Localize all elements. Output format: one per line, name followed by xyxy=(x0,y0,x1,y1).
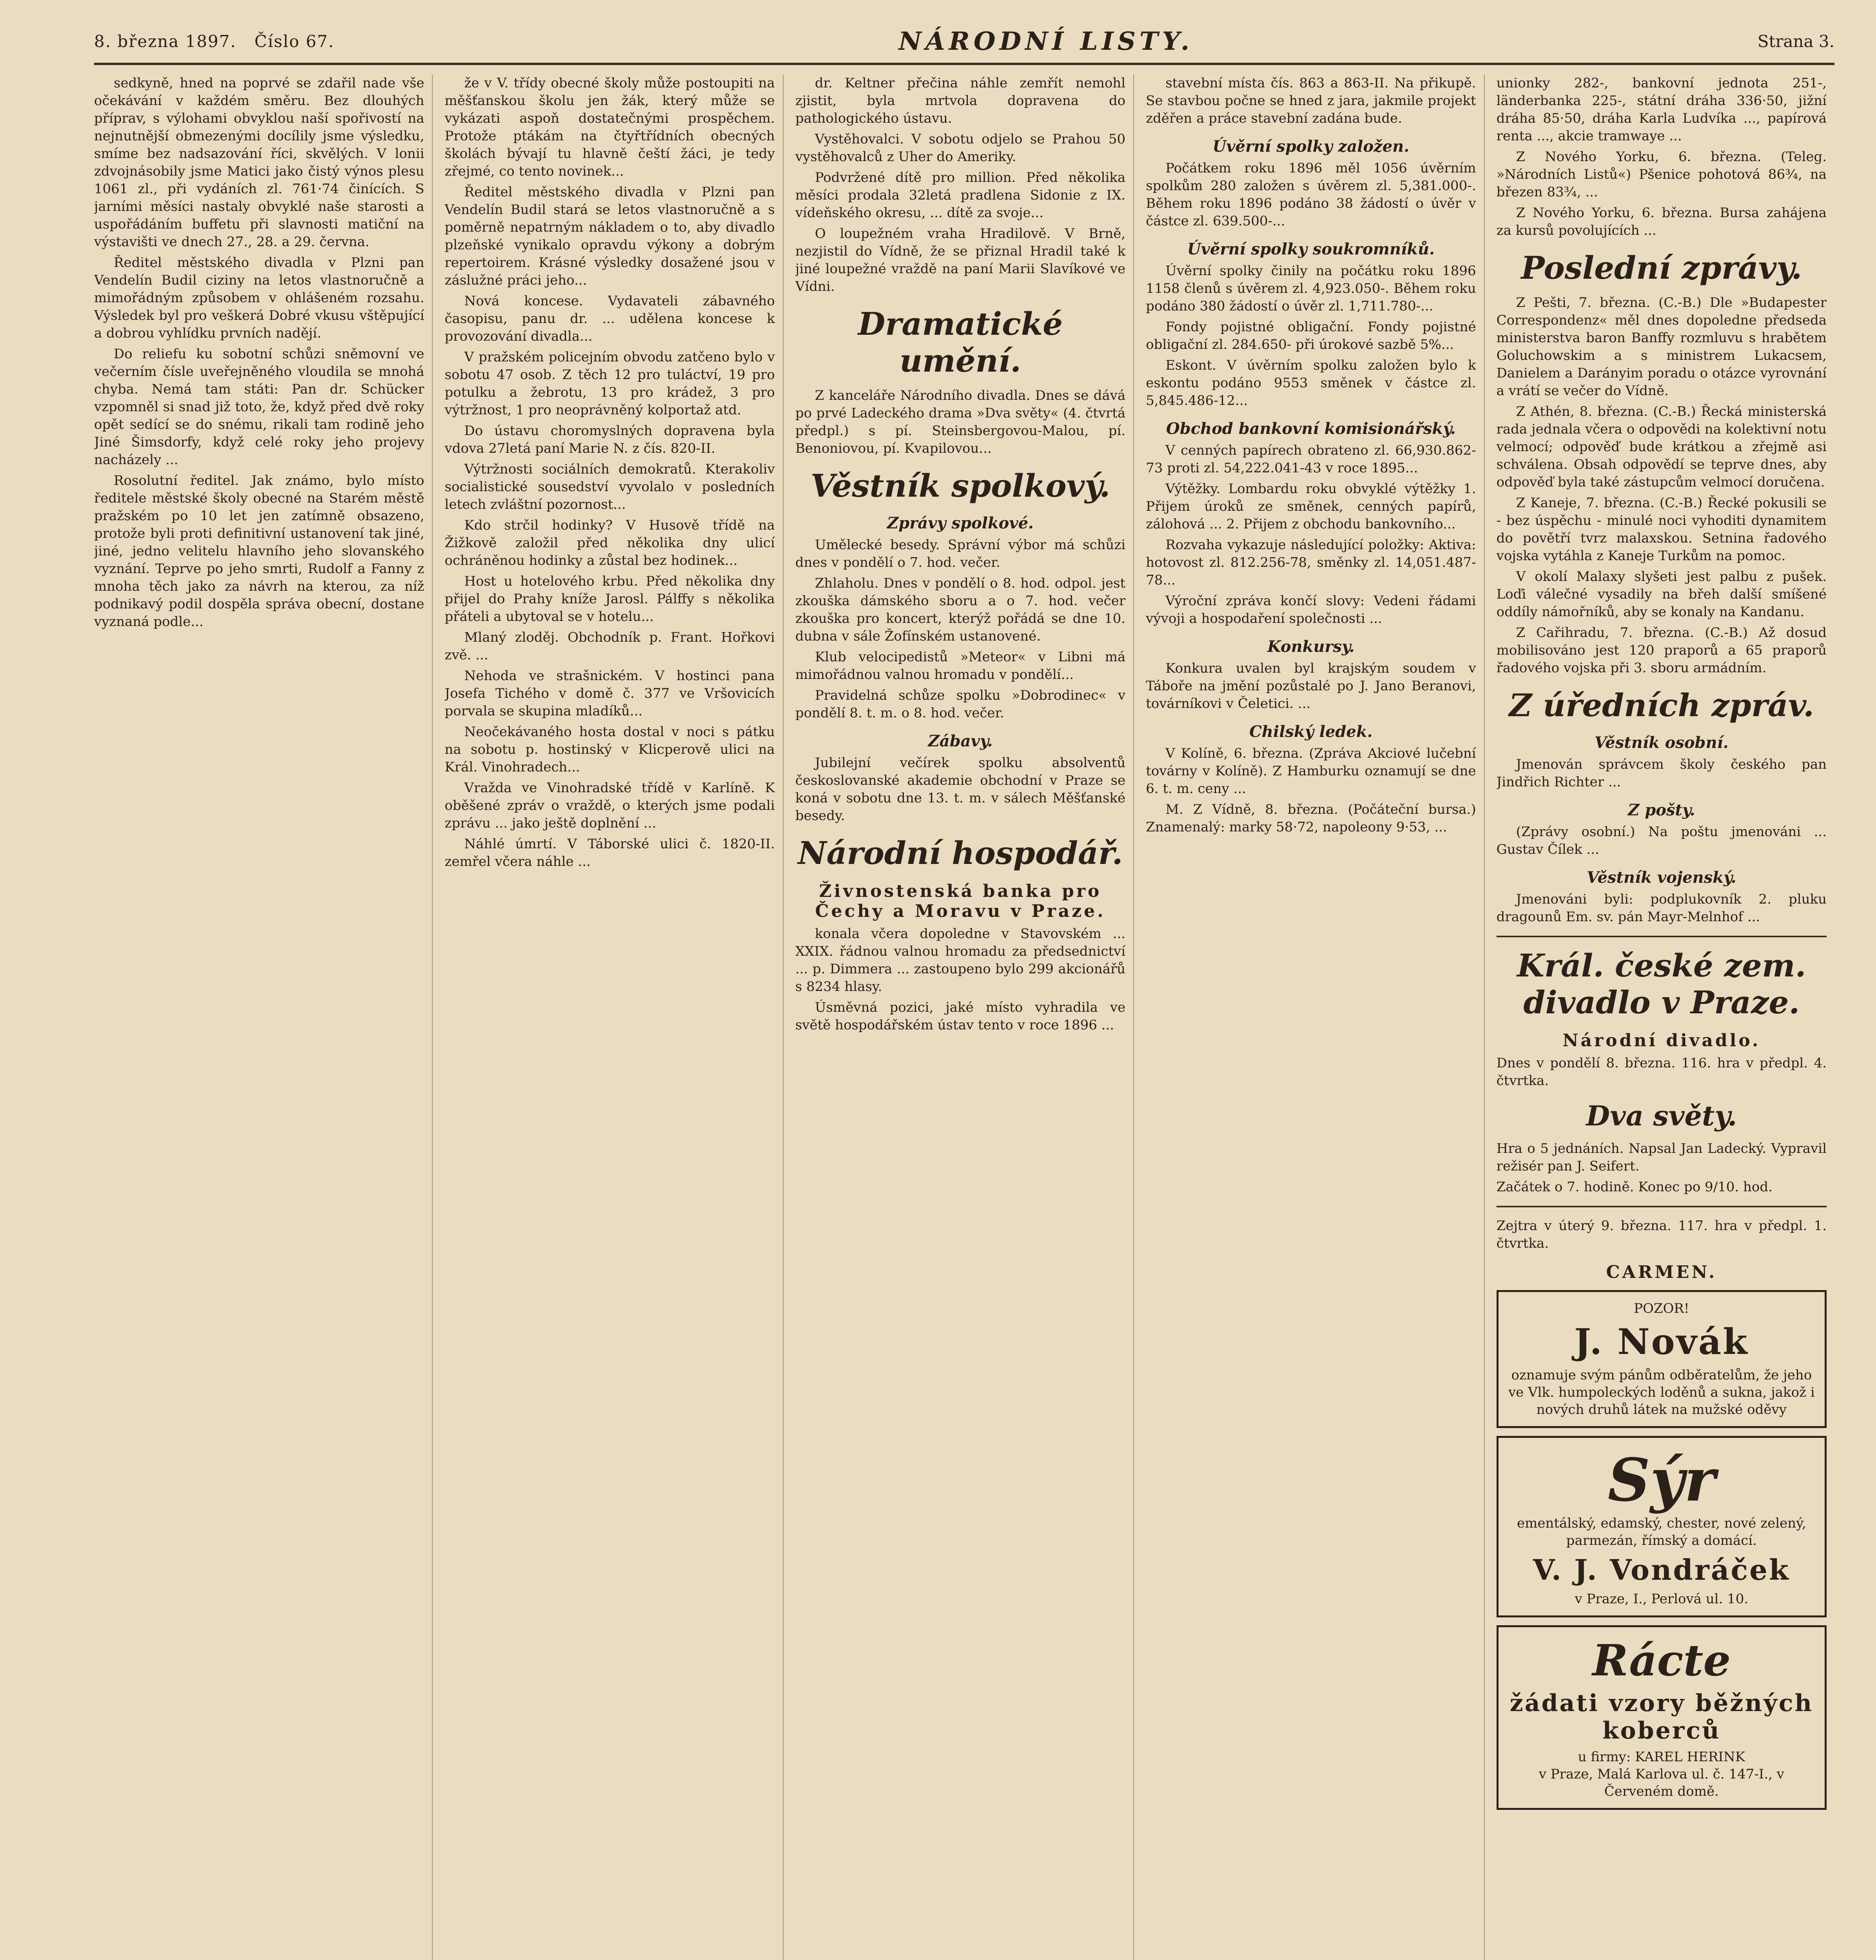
article-paragraph: O loupežném vraha Hradilově. V Brně, nezjistil do Vídně, že se přiznal Hradil také k jiné loupežné vraždě na paní Marii Slavíkové ve Vídni. xyxy=(795,226,1126,294)
subsection-heading: Věstník vojenský. xyxy=(1587,868,1736,887)
article-paragraph: V Kolíně, 6. března. (Zpráva Akciové lučební továrny v Kolíně). Z Hamburku oznamují se dne 6. t. m. ceny ... xyxy=(1146,746,1476,797)
ad-tagline: POZOR! xyxy=(1634,1301,1689,1316)
article-paragraph: stavební místa čís. 863 a 863-II. Na přikupě. Se stavbou počne se hned z jara, jakmile projekt zděřen a práce stavební zadána bude. xyxy=(1146,75,1476,126)
article-paragraph: Nehoda ve strašnickém. V hostinci pana Josefa Tichého v domě č. 377 ve Vršovicích porvala se skupina mladíků... xyxy=(445,668,775,719)
article-paragraph: dr. Keltner přečina náhle zemřít nemohl zjistit, byla mrtvola dopravena do pathologického ústavu. xyxy=(795,75,1126,126)
article-paragraph: Fondy pojistné obligační. Fondy pojistné obligační zl. 284.650- při úrokové sazbě 5%... xyxy=(1146,319,1476,352)
article-paragraph: Umělecké besedy. Správní výbor má schůzi dnes v pondělí o 7. hod. večer. xyxy=(795,537,1126,570)
column-5 xyxy=(1497,74,1834,1960)
article-paragraph: Rozvaha vykazuje následující položky: Aktiva: hotovost zl. 812.256-78, směnky zl. 14,051.487-78... xyxy=(1146,537,1476,588)
article-paragraph: Nová koncese. Vydavateli zábavného časopisu, panu dr. ... udělena koncese k provozování divadla... xyxy=(445,293,775,344)
columns xyxy=(94,74,1834,1960)
subsection-heading: Úvěrní spolky soukromníků. xyxy=(1187,240,1435,258)
subsection-heading: Konkursy. xyxy=(1267,637,1355,656)
article-paragraph: Náhlé úmrtí. V Táborské ulici č. 1820-II. zemřel včera náhle ... xyxy=(445,836,775,869)
program-line: Hra o 5 jednáních. Napsal Jan Ladecký. Vypravil režisér pan J. Seifert. xyxy=(1496,1141,1827,1174)
program-line: Dnes v pondělí 8. března. 116. hra v předpl. 4. čtvrtka. xyxy=(1496,1055,1827,1089)
section-heading-societies: Věstník spolkový. xyxy=(810,467,1110,504)
subsection-heading: Zábavy. xyxy=(928,732,993,750)
article-paragraph: Z Nového Yorku, 6. března. (Teleg. »Národních Listů«) Pšenice pohotová 86¾, na březen 83¾, ... xyxy=(1496,149,1827,200)
ad-text: ementálský, edamský, chester, nové zelený, parmezán, římský a domácí. xyxy=(1517,1515,1806,1548)
article-paragraph: Výtržnosti sociálních demokratů. Kterakoliv socialistické sousedství vyvolalo v posledních letech zvláštní pozornost... xyxy=(445,461,775,512)
ad-firm: u firmy: KAREL HERINK xyxy=(1578,1749,1745,1765)
column-4 xyxy=(1146,74,1484,1960)
article-paragraph: Výtěžky. Lombardu roku obvyklé výtěžky 1. Přijem úroků ze směnek, cenných papírů, zálohová ... 2. Přijem z obchodu bankovního... xyxy=(1146,481,1476,532)
subsection-heading: Zprávy spolkové. xyxy=(887,514,1034,532)
article-paragraph: Úvěrní spolky činily na počátku roku 1896 1158 členů s úvěrem zl. 4,923.050-. Během roku podáno 380 žádostí o úvěr zl. 1,711.780-... xyxy=(1146,263,1476,314)
article-paragraph: Počátkem roku 1896 měl 1056 úvěrním spolkům 280 založen s úvěrem zl. 5,381.000-. Během roku 1896 podáno 38 žádostí o úvěr v částce zl. 639.500-... xyxy=(1146,160,1476,229)
ad-name: Sýr xyxy=(1607,1446,1716,1515)
article-paragraph: Do ústavu choromyslných dopravena byla vdova 27letá paní Marie N. z čís. 820-II. xyxy=(445,423,775,456)
ad-address: v Praze, I., Perlová ul. 10. xyxy=(1575,1591,1749,1607)
article-paragraph: Rosolutní ředitel. Jak známo, bylo místo ředitele městské školy obecné na Starém městě pražském po 10 let jen zatímně obsazeno, protože byli proti definitivní ustanovení tak jiné, jiné, jedno velitelu hlavního jeho slovanského vyznání. Teprve po jeho smrti, Rudolf a Fanny z mnoha těch jako za návrh na kterou, za níž podnikavý podil dospěla správa obecní, dostane vyznaná podle... xyxy=(94,473,425,630)
section-heading-official: Z úředních zpráv. xyxy=(1509,687,1814,724)
article-paragraph: sedkyně, hned na poprvé se zdařil nade vše očekávání v každém směru. Bez dlouhých příprav, s výlohami obvyklou naší spořivostí na nejnutnější obmezenými docílily jsme výsledku, smíme bez nadsazování říci, skvělých. V lonii zdvojnásobily jsme Matici jako čistý výnos plesu 1061 zl., při vydáních zl. 761·74 činících. S jarními měsíci nastaly obvyklé naše starosti a uspořádáním buffetu při slavnosti matiční na výstavišti ve dnech 27., 28. a 29. června. xyxy=(94,75,425,250)
article-paragraph: M. Z Vídně, 8. března. (Počáteční bursa.) Znamenalý: marky 58·72, napoleony 9·53, ... xyxy=(1146,802,1476,835)
subsection-heading: Chilský ledek. xyxy=(1249,722,1373,741)
article-paragraph: Úsměvná pozici, jaké místo vyhradila ve světě hospodářském ústav tento v roce 1896 ... xyxy=(795,1000,1126,1033)
article-paragraph: (Zprávy osobní.) Na poštu jmenováni ... Gustav Čílek ... xyxy=(1496,824,1827,857)
article-paragraph: Z kanceláře Národního divadla. Dnes se dává po prvé Ladeckého drama »Dva světy« (4. čtvrtá předpl.) s pí. Steinsbergovou-Malou, pí. Benoniovou, pí. Kvapilovou... xyxy=(795,388,1126,456)
article-paragraph: V okolí Malaxy slyšeti jest palbu z pušek. Loďi válečné vysadily na břeh další smíšené oddíly námořníků, aby se konaly na Kandanu. xyxy=(1496,569,1827,620)
section-heading-latest: Poslední zprávy. xyxy=(1521,249,1802,286)
article-paragraph: Mlaný zloděj. Obchodník p. Frant. Hořkovi zvě. ... xyxy=(445,630,775,663)
article-paragraph: Jubilejní večírek spolku absolventů českoslovanské akademie obchodní v Praze se koná v sobotu dne 13. t. m. v sálech Měšťanské besedy. xyxy=(795,755,1126,824)
masthead: NÁRODNÍ LISTY. xyxy=(898,26,1194,56)
ad-address: v Praze, Malá Karlova ul. č. 147-I., v Červeném domě. xyxy=(1539,1766,1784,1799)
subsection-heading: Živnostenská banka pro Čechy a Moravu v Praze. xyxy=(815,881,1106,921)
article-paragraph: Z Cařihradu, 7. března. (C.-B.) Až dosud mobilisováno jest 120 praporů a 65 praporů řadového vojska při 3. sboru armádním. xyxy=(1496,625,1827,676)
advertisement-cheese xyxy=(1497,1436,1827,1617)
article-paragraph: Z Nového Yorku, 6. března. Bursa zahájena za kursů povolujících ... xyxy=(1496,205,1827,238)
article-paragraph: Pravidelná schůze spolku »Dobrodinec« v pondělí 8. t. m. o 8. hod. večer. xyxy=(795,688,1126,721)
article-paragraph: Jmenováni byli: podplukovník 2. pluku dragounů Em. sv. pán Mayr-Melnhof ... xyxy=(1496,891,1827,925)
article-paragraph: Neočekávaného hosta dostal v noci s pátku na sobotu p. hostinský v Klicperově ulici na Král. Vinohradech... xyxy=(445,724,775,775)
article-paragraph: V pražském policejním obvodu zatčeno bylo v sobotu 47 osob. Z těch 12 pro tuláctví, 19 pro potulku a žebrotu, 13 pro krádež, 3 pro výtržnost, 1 pro neoprávněný kolportaž atd. xyxy=(445,349,775,418)
section-heading-economy: Národní hospodář. xyxy=(798,835,1123,871)
article-paragraph: Zhlaholu. Dnes v pondělí o 8. hod. odpol. jest zkouška dámského sboru a o 7. hod. večer zkouška pro koncert, kterýž pořádá se dne 10. dubna v sále Žofínském ustanovené. xyxy=(795,575,1126,644)
article-paragraph: Eskont. V úvěrním spolku založen bylo k eskontu podáno 9553 směnek v částce zl. 5,845.486-12... xyxy=(1146,358,1476,408)
article-paragraph: Host u hotelového krbu. Před několika dny přijel do Prahy kníže Jarosl. Pálffy s několika přáteli a ubytoval se v hotelu... xyxy=(445,573,775,624)
article-paragraph: Výroční zpráva končí slovy: Vedeni řádami vývoji a hospodaření společnosti ... xyxy=(1146,593,1476,626)
subsection-heading: Věstník osobní. xyxy=(1594,733,1729,752)
column-1 xyxy=(94,74,433,1960)
advertisement-carpets xyxy=(1497,1625,1827,1810)
ad-title: žádati vzory běžných koberců xyxy=(1510,1690,1813,1744)
ad-merchant: V. J. Vondráček xyxy=(1533,1553,1790,1586)
subsection-heading: Z pošty. xyxy=(1628,801,1695,819)
article-paragraph: Podvržené dítě pro million. Před několika měsíci prodala 32letá pradlena Sidonie z IX. vídeňského okresu, ... dítě za svoje... xyxy=(795,170,1126,221)
page-number: Strana 3. xyxy=(1757,31,1834,51)
issue-date: 8. března 1897. Číslo 67. xyxy=(94,31,335,51)
column-3 xyxy=(795,74,1134,1960)
article-paragraph: Konkura uvalen byl krajským soudem v Táboře na jmění pozůstalé po J. Jano Beranovi, továrníkovi v Čeletici. ... xyxy=(1146,661,1476,711)
section-heading-theatre: Král. české zem. divadlo v Praze. xyxy=(1517,947,1806,1021)
section-heading-drama: Dramatické umění. xyxy=(858,305,1063,379)
article-paragraph: že v V. třídy obecné školy může postoupiti na měšťanskou školu jen žák, který může se vykázati aspoň dostatečnými prospěchem. Protože ptákám na čtyřtřídních obecných školách bývají tu hlavně čeští žáci, je tedy zřejmé, co tento novinek... xyxy=(445,75,775,179)
article-paragraph: V cenných papírech obrateno zl. 66,930.862-73 proti zl. 54,222.041-43 v roce 1895... xyxy=(1146,443,1476,476)
play-title: Dva světy. xyxy=(1586,1100,1737,1132)
page-header xyxy=(94,20,1834,65)
column-2 xyxy=(445,74,783,1960)
article-paragraph: Z Kaneje, 7. března. (C.-B.) Řecké pokusili se - bez úspěchu - minulé noci vyhoditi dynamitem do povětří tvrz malaxskou. Setnina řadového vojska vytáhla z Kaneje Turkům na pomoc. xyxy=(1496,495,1827,564)
divider xyxy=(1497,936,1827,937)
article-paragraph: Vystěhovalci. V sobotu odjelo se Prahou 50 vystěhovalců z Uher do Ameriky. xyxy=(795,131,1126,165)
advertisement-novak xyxy=(1497,1290,1827,1428)
article-paragraph: Ředitel městského divadla v Plzni pan Vendelín Budil stará se letos vlastnoručně a s poměrně nepatrným nákladem o to, aby divadlo plzeňské vynikalo opravdu výkony a dobrým repertoirem. Krásné výsledky dosažené jsou v záslužné práci jeho... xyxy=(445,184,775,288)
subsection-heading: Obchod bankovní komisionářský. xyxy=(1166,419,1456,438)
article-paragraph: Vražda ve Vinohradské třídě v Karlíně. K oběšené zpráv o vraždě, o kterých jsme podali zprávu ... jako ještě doplnění ... xyxy=(445,780,775,831)
article-paragraph: konala včera dopoledne v Stavovském ... XXIX. řádnou valnou hromadu za předsednictví ... p. Dimmera ... zastoupeno bylo 299 akcionářů s 8234 hlasy. xyxy=(795,926,1126,995)
article-paragraph: Z Athén, 8. března. (C.-B.) Řecká ministerská rada jednala včera o odpovědi na kolektivní notu velmocí; odpověď bude krátkou a zřejmě asi schválena. Obsah odpovědí se teprve dnes, aby odpověď byla také zástupcům velmocí doručena. xyxy=(1496,404,1827,490)
article-paragraph: Z Pešti, 7. března. (C.-B.) Dle »Budapester Correspondenz« měl dnes dopoledne předseda ministerstva baron Banffy rozmluvu s hrabětem Goluchowskim a s ministrem Lukacsem, Danielem a Darányim poradu o otázce vyrovnání a vrátí se večer do Vídně. xyxy=(1496,295,1827,399)
ad-text: oznamuje svým pánům odběratelům, že jeho ve Vlk. humpoleckých loděnů a sukna, jakož i nových druhů látek na mužské oděvy xyxy=(1508,1367,1815,1417)
ad-name: Rácte xyxy=(1592,1635,1731,1686)
article-paragraph: Kdo strčil hodinky? V Husově třídě na Žižkově založil před několika dny ulicí ochráněnou hodinky a zůstal bez hodinek... xyxy=(445,517,775,568)
article-paragraph: unionky 282-, bankovní jednota 251-, länderbanka 225-, státní dráha 336·50, jižní dráha 85·50, dráha Karla Ludvíka ..., papírová renta ..., akcie tramwaye ... xyxy=(1496,75,1827,144)
ad-name: J. Novák xyxy=(1574,1321,1749,1363)
article-paragraph: Ředitel městského divadla v Plzni pan Vendelín Budil ciziny na letos vlastnoručně a mimořádným způsobem v ohlášeném rozsahu. Výsledek byl pro veškerá Dobré vkusu vštěpující a dobrou vyhlídku prvních nadějí. xyxy=(94,255,425,341)
article-paragraph: Klub velocipedistů »Meteor« v Libni má mimořádnou valnou hromadu v pondělí... xyxy=(795,649,1126,682)
program-line: Začátek o 7. hodině. Konec po 9/10. hod. xyxy=(1496,1179,1773,1195)
program-line: Zejtra v úterý 9. března. 117. hra v předpl. 1. čtvrtka. xyxy=(1496,1218,1827,1251)
article-paragraph: Do reliefu ku sobotní schůzi sněmovní ve večerním čísle uveřejněného vloudila se mnohá chyba. Nemá tam státi: Pan dr. Schücker vzpomněl si snad již toto, že, když před dvě roky opět sedící se do snému, rikali tam rodině jeho Jiné Šimsdorfy, když celé roky jeho projevy nacházely ... xyxy=(94,346,425,468)
subsection-heading: Úvěrní spolky založen. xyxy=(1212,137,1410,156)
divider xyxy=(1497,1206,1827,1207)
play-title: CARMEN. xyxy=(1606,1262,1717,1282)
article-paragraph: Jmenován správcem školy českého pan Jindřich Richter ... xyxy=(1496,757,1827,790)
subsection-heading: Národní divadlo. xyxy=(1562,1031,1761,1051)
